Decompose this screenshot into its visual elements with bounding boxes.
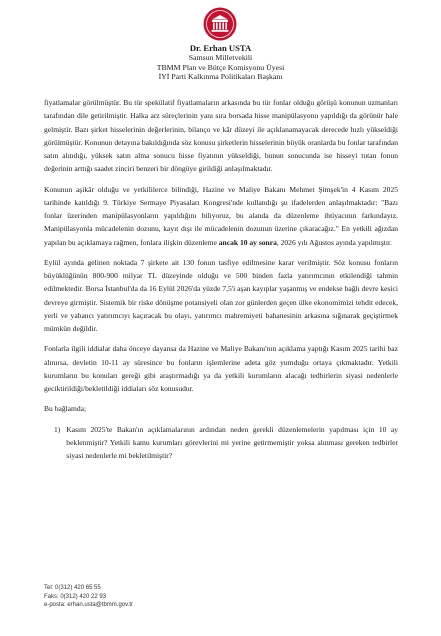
question-item bbox=[54, 423, 398, 463]
question-text: Kasım 2025'te Bakan'ın açıklamalarının ardından neden gerekli düzenlemelerin yapılması için 10 ay beklenmiştir? Yetkili kamu kurumları görevlerini mi yerine getirmemiştir yoksa alınması gereken tedbirler siyasi nedenlerle mi bekletilmiştir? bbox=[66, 424, 398, 460]
paragraph-2 bbox=[44, 183, 398, 249]
paragraph-5: Bu bağlamda; bbox=[44, 404, 87, 414]
author-title-3: İYİ Parti Kalkınma Politikaları Başkanı bbox=[158, 72, 283, 82]
author-name: Dr. Erhan USTA bbox=[189, 43, 252, 53]
paragraph-3: Eylül ayında gelinen noktada 7 şirkete ait 130 fonun tasfiye edilmesine karar verilmiştir. Söz konusu fonların büyüklüğünün 800-900 milyar TL düzeyinde olduğu ve 500 binden fazla yatırımcının etkilendiği tahmin edilmektedir. Borsa İstanbul'da da 16 Eylül 2026'da yüzde 7,5'i aşan kayıplar yaşanmış ve endekse bağlı devre kesici devreye girmiştir. Sistemik bir riske dönüşme potansiyeli olan zor günlerden geçen ülke ekonomimizi tehdit edecek, yerli ve yabancı yatırımcıyı kaçıracak bu olayı, yatırımcı mahremiyeti bahanesinin arkasına sığınarak geçiştirmek mümkün değildir. bbox=[44, 257, 398, 333]
paragraph-2-emphasis: ancak 10 ay sonra bbox=[218, 237, 277, 247]
paragraph-4: Fonlarla ilgili iddialar daha önceye dayansa da Hazine ve Maliye Bakanı'nın açıklama yaptığı Kasım 2025 tarihi baz alınırsa, devletin 10-11 ay süresince bu fonların işlemlerine adeta göz yumduğu ortaya çıkmaktadır. Yetkili kurumların bu konuları gereği gibi araştırmadığı ya da yetkili kurumların alacağı tedbirlerin siyasi nedenlerle geciktirildiği/bekletildiği iddiaları söz konusudur. bbox=[44, 344, 398, 393]
document-body bbox=[44, 96, 398, 462]
paragraph-2-text-b: , 2026 yılı Ağustos ayında yapılmıştır. bbox=[276, 237, 392, 247]
question-number: 1) bbox=[54, 424, 61, 434]
paragraph-1: fiyatlamalar görülmüştür. Bu tür spekülatif fiyatlamaların arkasında bu tür fonlar olduğu görüşü konunun uzmanları tarafından dile getirilmiştir. Halka arz süreçlerinin yanı sıra borsada hisse manipülasyonu yapıldığı da görünür hale gelmiştir. Bazı şirket hisselerinin değerlerinin, bilanço ve kâr düzeyi ile açıklanamayacak derecede hızlı yükseldiği görülmüştür. Konunun detayına bakıldığında söz konusu şirketlerin hisselerinin büyük oranlarda bu fonlar tarafından satın alındığı, yüksek satın alma sonucu hisse fiyatının yükseldiği, bunun sonucunda ise hisseyi tutan fonun değerinin arttığı saadet zinciri benzeri bir döngüye girildiği anlaşılmaktadır. bbox=[44, 98, 398, 174]
footer-phone: Tel: 0(312) 420 65 55 bbox=[44, 585, 101, 591]
footer-fax: Faks: 0(312) 420 22 93 bbox=[44, 593, 107, 600]
author-title-1: Samsun Milletvekili bbox=[188, 53, 253, 63]
tbmm-emblem-icon bbox=[202, 6, 238, 42]
letterhead bbox=[0, 44, 441, 82]
paragraph-2-text-a: Konunun aşikâr olduğu ve yetkililerce bilindiği, Hazine ve Maliye Bakanı Mehmet Şimşek'in 4 Kasım 2025 tarihinde katıldığı 9. Türkiye Sermaye Piyasaları Kongresi'nde kullandığı şu ifadelerden anlaşılmaktadır: "Bazı fonlar üzerinden manipülasyonların yapıldığını biliyoruz, bu alanda da düzenleme ihtiyacının farkındayız. Manipülasyonla mücadelenin dozunu, kayıt dışı ile mücadelenin dozunun üzerine çıkaracağız." En yetkili ağızdan yapılan bu açıklamaya rağmen, fonlara ilişkin düzenleme bbox=[44, 184, 398, 247]
footer-email: e-posta: erhan.usta@tbmm.gov.tr bbox=[44, 602, 134, 609]
author-title-2: TBMM Plan ve Bütçe Komisyonu Üyesi bbox=[156, 62, 285, 72]
contact-footer bbox=[44, 584, 133, 610]
